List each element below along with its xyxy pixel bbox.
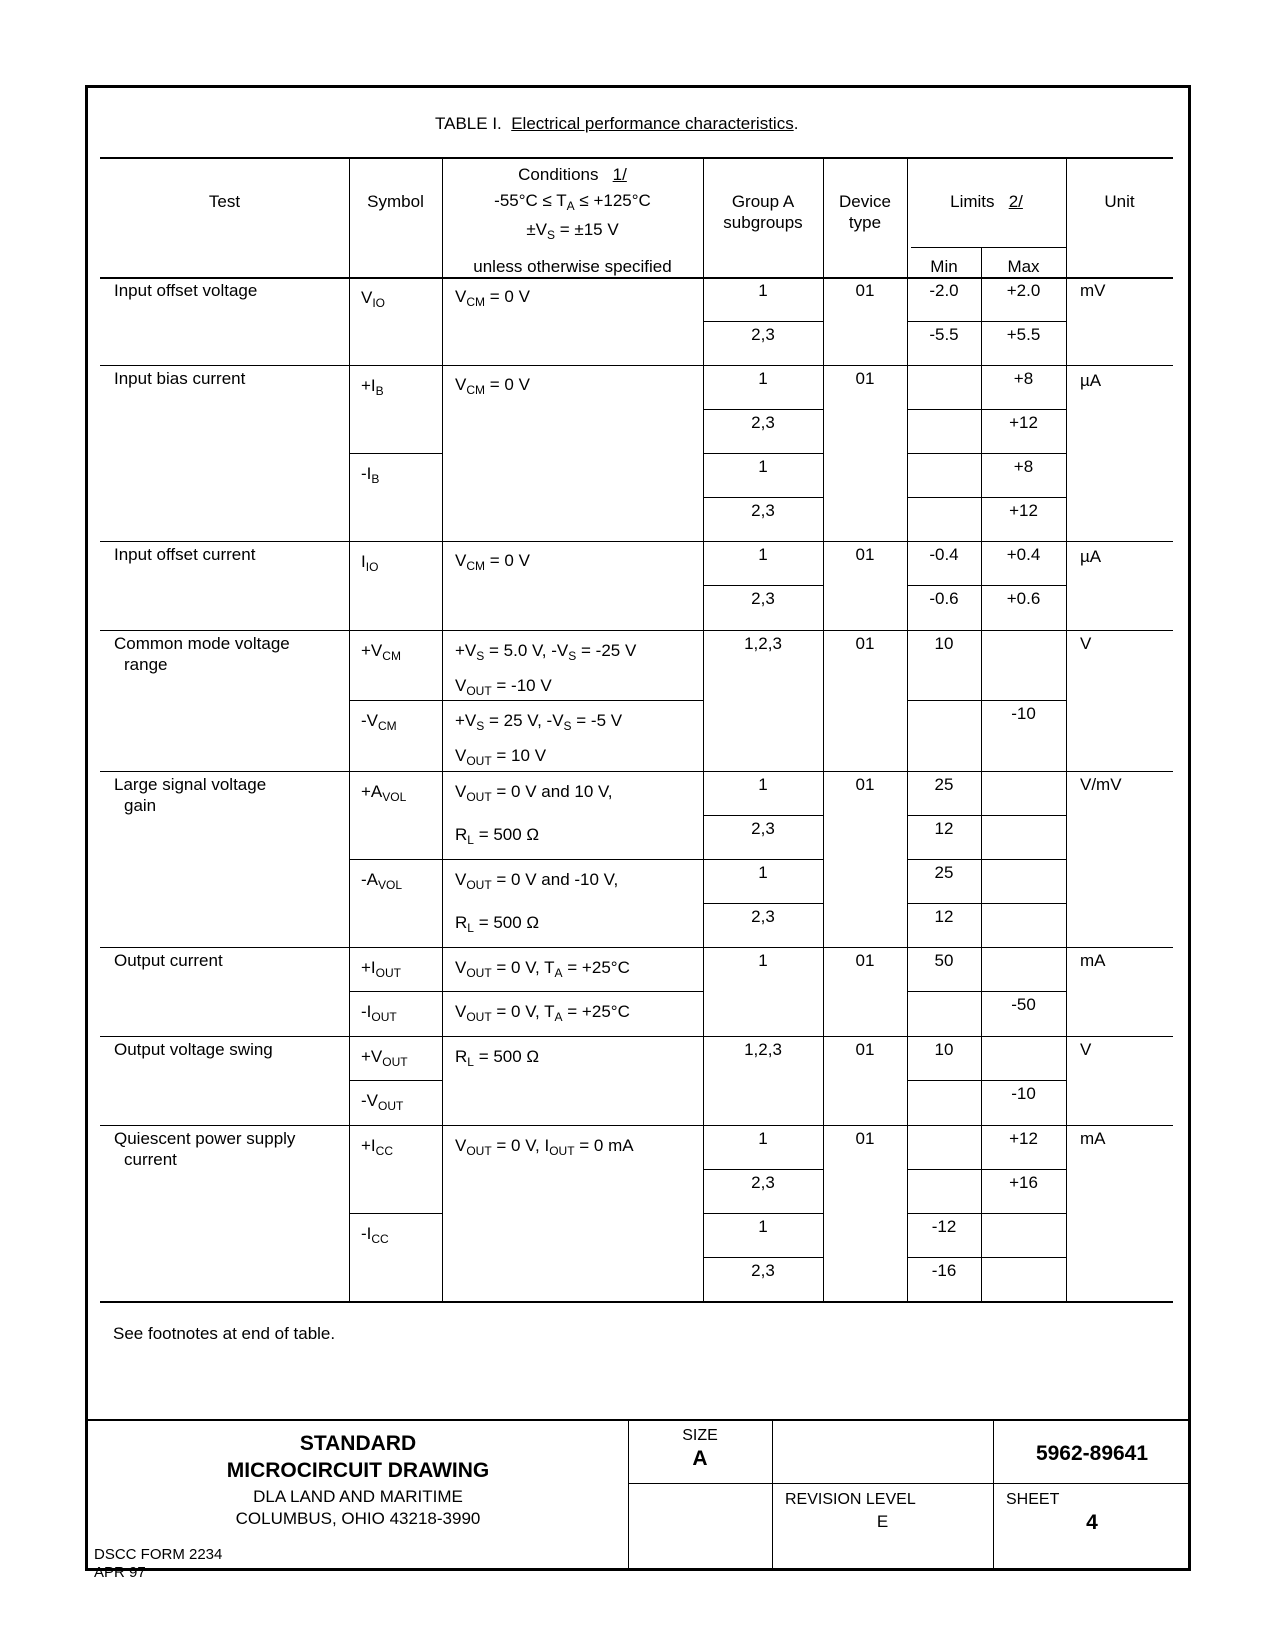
device-cell: 01 [855, 634, 875, 653]
condition: $V_{CM} = 0$ V [455, 287, 530, 309]
test-name: gain [124, 796, 157, 815]
unit-cell: V [1080, 634, 1092, 653]
size-label: SIZE [682, 1427, 718, 1444]
header-conditions: Conditions 1/ [518, 165, 627, 184]
min-cell: 12 [934, 907, 954, 926]
condition: $V_{OUT} = -10$ V [455, 676, 552, 698]
device-cell: 01 [855, 1129, 875, 1148]
sheet-label: SHEET [1006, 1491, 1060, 1508]
titleblock-standard: STANDARD [299, 1432, 417, 1455]
subgroup-cell: 1 [758, 1129, 768, 1148]
titleblock-drawing: MICROCIRCUIT DRAWING [226, 1459, 490, 1482]
symbol: $-V_{CM}$ [361, 711, 397, 733]
subgroup-cell: 1,2,3 [744, 634, 782, 653]
table-title-prefix: TABLE I. [435, 114, 502, 133]
header-unit: Unit [1104, 192, 1135, 211]
device-cell: 01 [855, 1040, 875, 1059]
test-name: range [124, 655, 168, 674]
subgroup-cell: 1 [758, 545, 768, 564]
test-name: Quiescent power supply [114, 1129, 296, 1148]
max-cell: +12 [1009, 413, 1038, 432]
row-rule [100, 541, 1173, 542]
header-conditions-unless: unless otherwise specified [473, 257, 672, 276]
max-cell: +0.6 [1006, 589, 1041, 608]
max-cell: +12 [1009, 501, 1038, 520]
max-cell: +16 [1009, 1173, 1038, 1192]
symbol: $-I_B$ [361, 464, 380, 486]
row-rule [100, 1036, 1173, 1037]
row-rule [100, 947, 1173, 948]
table-title-suffix: . [793, 114, 799, 133]
subgroup-cell: 1 [758, 369, 768, 388]
max-cell: -50 [1011, 995, 1036, 1014]
subgroup-cell: 1 [758, 951, 768, 970]
header-limits: Limits 2/ [950, 192, 1023, 211]
device-cell: 01 [855, 951, 875, 970]
subgroup-cell: 1 [758, 775, 768, 794]
subgroup-cell: 1 [758, 457, 768, 476]
test-name: Common mode voltage [114, 634, 290, 653]
condition: $V_{CM} = 0$ V [455, 375, 530, 397]
symbol: $+I_{CC}$ [361, 1136, 393, 1158]
subgroup-cell: 2,3 [751, 413, 775, 432]
header-device: Device [839, 192, 891, 211]
condition: $V_{OUT} = 10$ V [455, 746, 547, 768]
symbol: $I_{IO}$ [361, 552, 379, 574]
condition: $V_{OUT} = 0$ V, $T_A = +25^\circ C$ [455, 1002, 630, 1024]
table-title-text: Electrical performance characteristics [511, 114, 794, 133]
condition: $R_L = 500$ Ω [455, 825, 540, 847]
subgroup-cell: 2,3 [751, 819, 775, 838]
row-rule [100, 1125, 1173, 1126]
device-cell: 01 [855, 545, 875, 564]
min-cell: -12 [931, 1217, 957, 1236]
drawing-number: 5962-89641 [1035, 1442, 1149, 1465]
unit-cell: mA [1080, 951, 1106, 970]
unit-cell: µA [1080, 371, 1102, 390]
row-rule [100, 365, 1173, 366]
subgroup-cell: 2,3 [751, 907, 775, 926]
titleblock-top-rule [88, 1419, 1191, 1421]
condition: $+V_S = 25$ V, $-V_S = -5$ V [455, 711, 623, 733]
device-cell: 01 [855, 369, 875, 388]
subgroup-cell: 2,3 [751, 1261, 775, 1280]
row-rule [100, 771, 1173, 772]
min-cell: -0.6 [929, 589, 959, 608]
header-group-a: Group A [731, 192, 795, 211]
symbol: $+V_{CM}$ [361, 641, 401, 663]
condition: $V_{CM} = 0$ V [455, 551, 530, 573]
condition: $V_{OUT} = 0$ V and 10 V, [455, 782, 613, 804]
subgroup-cell: 2,3 [751, 501, 775, 520]
symbol: $+I_{OUT}$ [361, 958, 401, 980]
header-subgroups: subgroups [723, 213, 803, 232]
table-top-rule [100, 157, 1173, 159]
header-type: type [848, 213, 882, 232]
min-cell: -0.4 [929, 545, 959, 564]
test-name: current [124, 1150, 177, 1169]
min-cell: 10 [934, 634, 954, 653]
table-title [435, 115, 798, 132]
condition: $R_L = 500$ Ω [455, 913, 540, 935]
subgroup-cell: 2,3 [751, 589, 775, 608]
unit-cell: mV [1080, 281, 1106, 300]
test-name: Input offset voltage [114, 281, 258, 300]
min-cell: 25 [934, 863, 954, 882]
table-bottom-rule [100, 1301, 1173, 1303]
test-name: Output current [114, 951, 223, 970]
max-cell: -10 [1011, 1084, 1036, 1103]
min-cell: -5.5 [929, 325, 959, 344]
limits-split-rule [911, 247, 1067, 248]
test-name: Input bias current [114, 369, 246, 388]
subgroup-cell: 1 [758, 1217, 768, 1236]
condition: $V_{OUT} = 0$ V, $T_A = +25^\circ C$ [455, 958, 630, 980]
header-conditions-temp: $-55^\circ C \le T_A \le +125^\circ C$ [494, 191, 651, 213]
form-date: APR 97 [94, 1564, 146, 1581]
unit-cell: mA [1080, 1129, 1106, 1148]
device-cell: 01 [855, 775, 875, 794]
max-cell: +5.5 [1006, 325, 1041, 344]
symbol: $V_{IO}$ [361, 288, 386, 310]
test-name: Input offset current [114, 545, 256, 564]
symbol: $-I_{CC}$ [361, 1224, 389, 1246]
subgroup-cell: 1 [758, 863, 768, 882]
header-min: Min [930, 257, 958, 276]
condition: $R_L = 500$ Ω [455, 1047, 540, 1069]
condition: $+V_S = 5.0$ V, $-V_S = -25$ V [455, 641, 637, 663]
row-rule [100, 630, 1173, 631]
unit-cell: V [1080, 1040, 1092, 1059]
sheet-value: 4 [1086, 1511, 1098, 1534]
symbol: $-V_{OUT}$ [361, 1091, 404, 1113]
device-cell: 01 [855, 281, 875, 300]
unit-cell: µA [1080, 547, 1102, 566]
symbol: $+I_B$ [361, 376, 384, 398]
max-cell: +8 [1013, 369, 1034, 388]
max-cell: +0.4 [1006, 545, 1041, 564]
symbol: $-I_{OUT}$ [361, 1002, 397, 1024]
min-cell: -2.0 [929, 281, 959, 300]
header-conditions-vs: $\pm V_S = \pm 15$ V [526, 220, 619, 242]
footnote: See footnotes at end of table. [113, 1324, 336, 1343]
max-cell: -10 [1011, 704, 1036, 723]
subgroup-cell: 2,3 [751, 1173, 775, 1192]
condition: $V_{OUT} = 0$ V and -10 V, [455, 870, 619, 892]
header-test: Test [208, 192, 241, 211]
min-cell: 12 [934, 819, 954, 838]
condition: $V_{OUT} = 0$ V, $I_{OUT} = 0$ mA [455, 1136, 634, 1158]
max-cell: +8 [1013, 457, 1034, 476]
min-cell: 25 [934, 775, 954, 794]
subgroup-cell: 1,2,3 [744, 1040, 782, 1059]
symbol: $+A_{VOL}$ [361, 782, 407, 804]
titleblock-agency: DLA LAND AND MARITIME [253, 1487, 463, 1506]
min-cell: -16 [931, 1261, 957, 1280]
unit-cell: V/mV [1080, 775, 1122, 794]
header-max: Max [1007, 257, 1040, 276]
titleblock-address: COLUMBUS, OHIO 43218-3990 [235, 1509, 481, 1528]
revision-label: REVISION LEVEL [785, 1491, 916, 1508]
max-cell: +2.0 [1006, 281, 1041, 300]
symbol: $-A_{VOL}$ [361, 870, 403, 892]
test-name: Large signal voltage [114, 775, 267, 794]
symbol: $+V_{OUT}$ [361, 1047, 408, 1069]
max-cell: +12 [1009, 1129, 1038, 1148]
test-name: Output voltage swing [114, 1040, 273, 1059]
page-frame [85, 85, 1191, 1571]
subgroup-cell: 1 [758, 281, 768, 300]
min-cell: 10 [934, 1040, 954, 1059]
size-value: A [692, 1447, 708, 1470]
header-bottom-rule [100, 277, 1173, 279]
subgroup-cell: 2,3 [751, 325, 775, 344]
min-cell: 50 [934, 951, 954, 970]
revision-value: E [876, 1512, 889, 1531]
titleblock-mid-rule [628, 1483, 1191, 1484]
header-symbol: Symbol [367, 192, 424, 211]
form-number: DSCC FORM 2234 [94, 1546, 223, 1563]
